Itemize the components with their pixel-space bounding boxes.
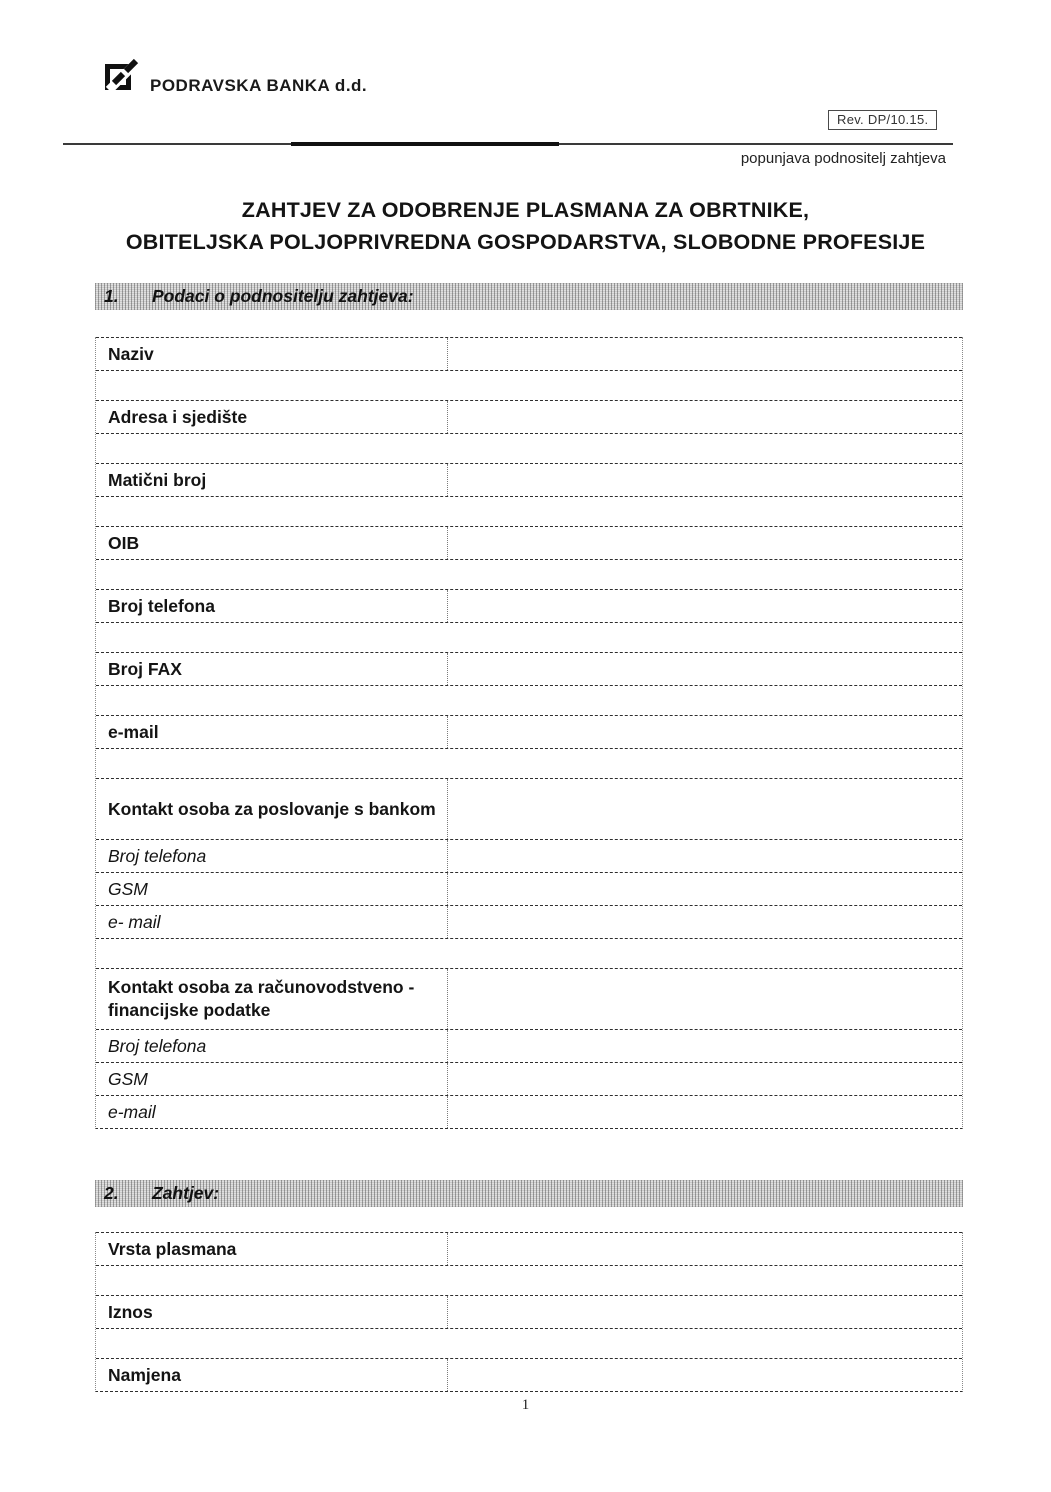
section-2-header: [95, 1180, 963, 1207]
revision-box: Rev. DP/10.15.: [828, 110, 937, 130]
form-row: [96, 715, 962, 748]
page-number: 1: [521, 1397, 530, 1413]
label-naziv: Naziv: [96, 338, 448, 370]
form-title: [0, 195, 1051, 258]
form-row: [96, 839, 962, 872]
label-maticni-broj: Matični broj: [96, 464, 448, 496]
value-adresa-i-sjediste: [448, 401, 962, 433]
spacer-row: [96, 1328, 962, 1358]
value-broj-fax: [448, 653, 962, 685]
label-broj-fax: Broj FAX: [96, 653, 448, 685]
form-title-line-2: OBITELJSKA POLJOPRIVREDNA GOSPODARSTVA, SLOBODNE PROFESIJE: [125, 229, 926, 254]
value-maticni-broj: [448, 464, 962, 496]
section-2-heading: Zahtjev:: [152, 1183, 220, 1203]
value-kontakt-osoba-racunovodstvo: [448, 969, 962, 1029]
form-row: [96, 872, 962, 905]
section-2-number: 2.: [104, 1183, 119, 1203]
spacer-row: [96, 559, 962, 589]
form-row: [96, 526, 962, 559]
label-kontakt1-email: e- mail: [96, 906, 448, 938]
form-row: [96, 1029, 962, 1062]
spacer-row: [96, 622, 962, 652]
value-broj-telefona: [448, 590, 962, 622]
section-1-heading: Podaci o podnositelju zahtjeva:: [152, 286, 414, 306]
form-row: [96, 337, 962, 370]
value-kontakt2-gsm: [448, 1063, 962, 1095]
label-oib: OIB: [96, 527, 448, 559]
label-kontakt2-gsm: GSM: [96, 1063, 448, 1095]
label-kontakt-osoba-banka: Kontakt osoba za poslovanje s bankom: [96, 779, 448, 839]
form-row: [96, 589, 962, 622]
value-kontakt1-broj-telefona: [448, 840, 962, 872]
section-1-number: 1.: [104, 286, 119, 306]
bank-name: PODRAVSKA BANKA d.d.: [150, 76, 368, 95]
spacer-row: [96, 938, 962, 968]
label-kontakt2-email: e-mail: [96, 1096, 448, 1128]
label-adresa-i-sjediste: Adresa i sjedište: [96, 401, 448, 433]
label-kontakt1-broj-telefona: Broj telefona: [96, 840, 448, 872]
form-row: [96, 463, 962, 496]
value-kontakt2-broj-telefona: [448, 1030, 962, 1062]
form-row: [96, 778, 962, 839]
form-row: [96, 1095, 962, 1128]
form-row: [96, 1232, 962, 1265]
spacer-row: [96, 748, 962, 778]
section-1-header: [95, 283, 963, 310]
value-kontakt-osoba-banka: [448, 779, 962, 839]
label-broj-telefona: Broj telefona: [96, 590, 448, 622]
form-title-line-1: ZAHTJEV ZA ODOBRENJE PLASMANA ZA OBRTNIKE,: [241, 198, 810, 222]
value-naziv: [448, 338, 962, 370]
spacer-row: [96, 1265, 962, 1295]
value-kontakt2-email: [448, 1096, 962, 1128]
value-vrsta-plasmana: [448, 1233, 962, 1265]
fill-note: popunjava podnositelj zahtjeva: [740, 150, 946, 167]
label-iznos: Iznos: [96, 1296, 448, 1328]
label-email: e-mail: [96, 716, 448, 748]
label-kontakt-osoba-racunovodstvo: Kontakt osoba za računovodstveno - financijske podatke: [96, 969, 448, 1029]
spacer-row: [96, 685, 962, 715]
header-rule: [63, 143, 953, 145]
value-iznos: [448, 1296, 962, 1328]
value-oib: [448, 527, 962, 559]
value-email: [448, 716, 962, 748]
form-row: [96, 905, 962, 938]
form-row: [96, 1358, 962, 1391]
form-row: [96, 652, 962, 685]
label-namjena: Namjena: [96, 1359, 448, 1391]
form-row: [96, 968, 962, 1029]
spacer-row: [96, 496, 962, 526]
label-vrsta-plasmana: Vrsta plasmana: [96, 1233, 448, 1265]
spacer-row: [96, 370, 962, 400]
bank-logo-icon: [102, 55, 142, 95]
spacer-row: [96, 433, 962, 463]
form-row: [96, 1295, 962, 1328]
header-rule-dark-segment: [291, 142, 559, 146]
form-row: [96, 400, 962, 433]
label-kontakt1-gsm: GSM: [96, 873, 448, 905]
value-namjena: [448, 1359, 962, 1391]
section-1-table: [95, 337, 963, 1129]
value-kontakt1-email: [448, 906, 962, 938]
form-row: [96, 1062, 962, 1095]
label-kontakt2-broj-telefona: Broj telefona: [96, 1030, 448, 1062]
value-kontakt1-gsm: [448, 873, 962, 905]
section-2-table: [95, 1232, 963, 1392]
